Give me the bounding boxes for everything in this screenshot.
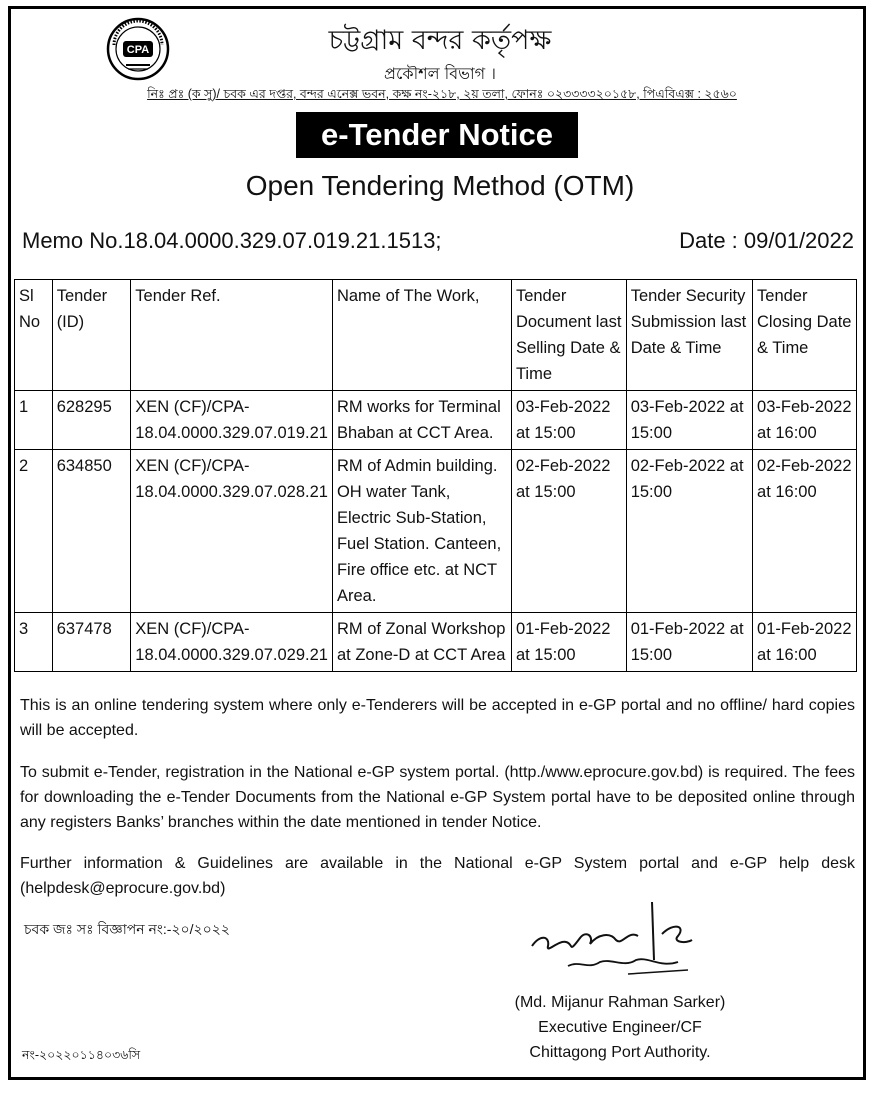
tender-table [14,279,857,672]
col-closing-date: Tender Closing Date & Time [753,280,857,391]
cell-closing-date: 02-Feb-2022 at 16:00 [753,450,857,613]
col-tender-id: Tender (ID) [52,280,131,391]
department: প্রকৌশল বিভাগ । [384,64,496,83]
cell-work-name: RM of Zonal Workshop at Zone-D at CCT Area [332,613,511,672]
cell-security-date: 01-Feb-2022 at 15:00 [626,613,752,672]
cell-work-name: RM works for Terminal Bhaban at CCT Area. [332,391,511,450]
signatory-name: (Md. Mijanur Rahman Sarker) [514,994,726,1011]
cell-tender-ref: XEN (CF)/CPA-18.04.0000.329.07.028.21 [131,450,333,613]
handwritten-signature [528,900,698,978]
paragraph-online-system: This is an online tendering system where only e-Tenderers will be accepted in e-GP portal and no offline/ hard copies will be accepted. [20,697,855,739]
cell-selling-date: 01-Feb-2022 at 15:00 [511,613,626,672]
cell-sl: 3 [15,613,53,672]
cell-closing-date: 01-Feb-2022 at 16:00 [753,613,857,672]
paragraph-registration: To submit e-Tender, registration in the National e-GP system portal. (http./www.eprocure.gov.bd) is required. The fees for downloading the e-Tender Documents from the National e-GP System portal have to be deposited online through any registers Banks’ branches within the date mentioned in tender Notice. [20,764,855,831]
logo-text: CPA [126,44,150,56]
table-header-row [15,280,857,391]
memo-number: Memo No.18.04.0000.329.07.019.21.1513; [22,228,442,253]
signatory [490,990,750,1065]
address-line: নিঃ প্রঃ (ক সু)/ চবক এর দপ্তর, বন্দর এনেক্স ভবন, কক্ষ নং-২১৮, ২য় তলা, ফোনঃ ০২৩৩৩৩২০১৫৮, পিএবিএক্স : ২৫৬০ [147,87,737,101]
advertisement-number: চবক জঃ সঃ বিজ্ঞাপন নং:-২০/২০২২ [24,921,230,937]
col-security-date: Tender Security Submission last Date & Time [626,280,752,391]
table-row [15,613,857,672]
signatory-organization: Chittagong Port Authority. [529,1044,711,1061]
col-work-name: Name of The Work, [332,280,511,391]
cell-sl: 1 [15,391,53,450]
table-row [15,450,857,613]
cell-security-date: 02-Feb-2022 at 15:00 [626,450,752,613]
signatory-designation: Executive Engineer/CF [538,1019,702,1036]
col-selling-date: Tender Document last Selling Date & Time [511,280,626,391]
cell-sl: 2 [15,450,53,613]
org-name: চট্টগ্রাম বন্দর কর্তৃপক্ষ [328,25,552,56]
notice-title: e-Tender Notice [296,112,578,158]
cell-security-date: 03-Feb-2022 at 15:00 [626,391,752,450]
paragraph-further-info: Further information & Guidelines are available in the National e-GP System portal and e-GP help desk (helpdesk@eprocure.gov.bd) [20,855,855,897]
col-tender-ref: Tender Ref. [131,280,333,391]
cell-work-name: RM of Admin building. OH water Tank, Electric Sub-Station, Fuel Station. Canteen, Fire office etc. at NCT Area. [332,450,511,613]
cell-selling-date: 02-Feb-2022 at 15:00 [511,450,626,613]
notice-date: Date : 09/01/2022 [679,228,854,253]
cell-tender-ref: XEN (CF)/CPA-18.04.0000.329.07.019.21 [131,391,333,450]
cell-tender-id: 637478 [52,613,131,672]
table-row [15,391,857,450]
tender-method: Open Tendering Method (OTM) [245,170,635,201]
cell-tender-id: 634850 [52,450,131,613]
cell-closing-date: 03-Feb-2022 at 16:00 [753,391,857,450]
cell-tender-ref: XEN (CF)/CPA-18.04.0000.329.07.029.21 [131,613,333,672]
cell-tender-id: 628295 [52,391,131,450]
cell-selling-date: 03-Feb-2022 at 15:00 [511,391,626,450]
footer-reference-number: নং-২০২২০১১৪০৩৬সি [22,1048,141,1062]
col-sl: Sl No [15,280,53,391]
